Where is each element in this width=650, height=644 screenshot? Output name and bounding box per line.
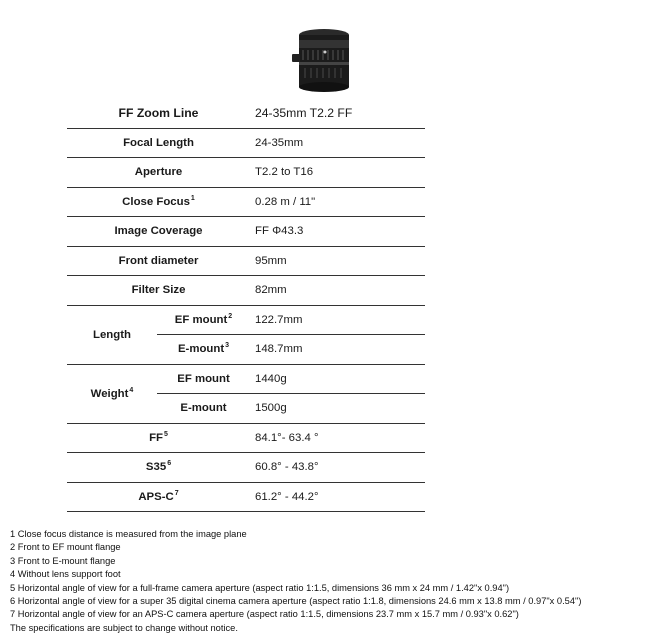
table-row	[67, 305, 425, 335]
table-row	[67, 128, 425, 158]
row-value: 0.28 m / 11"	[250, 187, 425, 217]
row-label	[67, 482, 250, 512]
footnote: The specifications are subject to change without notice.	[10, 622, 238, 633]
row-label: Image Coverage	[67, 217, 250, 247]
lens-icon	[289, 28, 355, 94]
table-row	[67, 364, 425, 394]
table-row	[67, 158, 425, 188]
row-value: 61.2° - 44.2°	[250, 482, 425, 512]
row-label: Focal Length	[67, 128, 250, 158]
footnote: 1 Close focus distance is measured from the image plane	[10, 529, 247, 539]
footnote-ref: 7	[174, 489, 179, 497]
footnote: 4 Without lens support foot	[10, 569, 121, 580]
footnote-ref: 3	[225, 342, 230, 350]
footnote: 2 Front to EF mount flange	[10, 542, 121, 553]
footnote: 5 Horizontal angle of view for a full-frame camera aperture (aspect ratio 1:1.5, dimensions 36 mm x 24 mm / 1.42"x 0.94")	[10, 582, 510, 593]
row-label: Aperture	[67, 158, 250, 188]
row-value: 24-35mm	[250, 128, 425, 158]
row-sublabel: E-mount	[157, 394, 250, 424]
row-value: 1500g	[250, 394, 425, 424]
row-label: Front diameter	[67, 246, 250, 276]
length-label: Length	[67, 305, 157, 364]
row-label	[67, 453, 250, 483]
row-label: FF Zoom Line	[67, 99, 250, 128]
footnote-ref: 4	[129, 386, 134, 394]
footnote: 7 Horizontal angle of view for an APS-C camera aperture (aspect ratio 1:1.5, dimensions 23.7 mm x 15.7 mm / 0.93"x 0.62")	[10, 609, 519, 620]
row-value: 60.8° - 43.8°	[250, 453, 425, 483]
row-label	[67, 423, 250, 453]
label-text: EF mount	[174, 313, 228, 326]
row-value: FF Φ43.3	[250, 217, 425, 247]
table-row	[67, 453, 425, 483]
table-row	[67, 99, 425, 128]
row-value: T2.2 to T16	[250, 158, 425, 188]
footnote: 6 Horizontal angle of view for a super 35 digital cinema camera aperture (aspect ratio 1:1.8, dimensions 24.6 mm x 13.8 mm / 0.97"x 0.54")	[10, 596, 582, 607]
row-sublabel: EF mount	[157, 364, 250, 394]
row-label: Filter Size	[67, 276, 250, 306]
table-row	[67, 276, 425, 306]
footnote: 3 Front to E-mount flange	[10, 555, 116, 566]
label-text: FF	[149, 431, 163, 444]
label-text: Weight	[90, 387, 129, 400]
table-row	[67, 246, 425, 276]
spec-table	[67, 99, 425, 512]
label-text: E-mount	[177, 343, 225, 356]
row-value: 1440g	[250, 364, 425, 394]
label-text: S35	[145, 461, 167, 474]
row-value: 95mm	[250, 246, 425, 276]
weight-label	[67, 364, 157, 423]
footnote-ref: 5	[164, 430, 168, 438]
row-value: 84.1°- 63.4 °	[250, 423, 425, 453]
lens-product-image	[289, 28, 355, 94]
table-row	[67, 482, 425, 512]
footnotes	[10, 528, 581, 635]
label-text: APS-C	[138, 490, 174, 503]
table-row	[67, 423, 425, 453]
row-value: 122.7mm	[250, 305, 425, 335]
row-value: 24-35mm T2.2 FF	[250, 99, 425, 128]
row-sublabel	[157, 305, 250, 335]
row-value: 82mm	[250, 276, 425, 306]
row-value: 148.7mm	[250, 335, 425, 365]
table-row	[67, 187, 425, 217]
table-row	[67, 217, 425, 247]
footnote-ref: 6	[167, 460, 172, 468]
label-text: Close Focus	[122, 195, 190, 208]
row-sublabel	[157, 335, 250, 365]
row-label	[67, 187, 250, 217]
footnote-ref: 2	[228, 312, 233, 320]
footnote-ref: 1	[190, 194, 195, 202]
